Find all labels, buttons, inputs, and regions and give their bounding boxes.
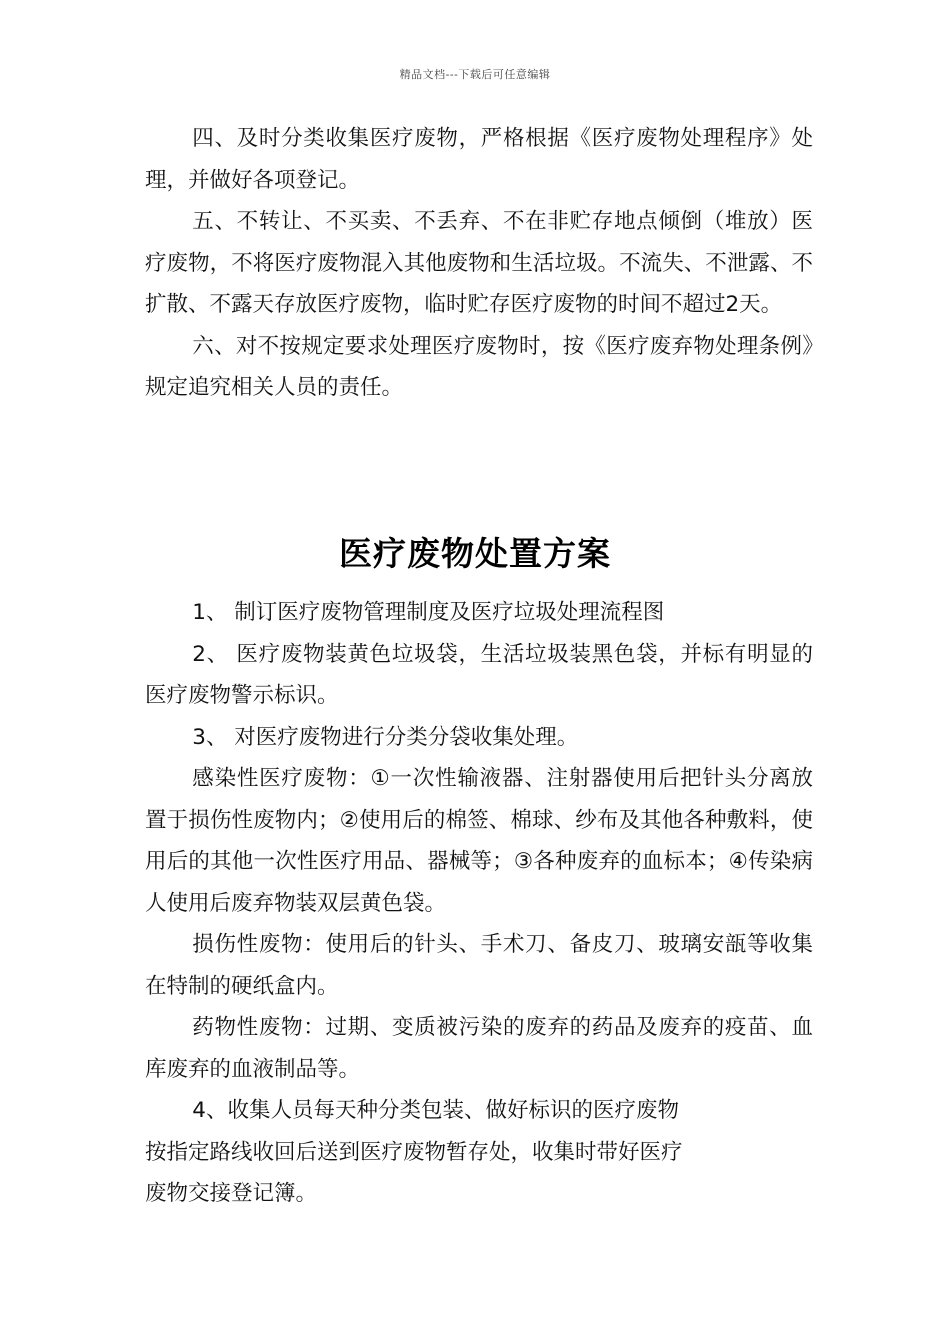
plan-item-4-line-2: 按指定路线收回后送到医疗废物暂存处，收集时带好医疗 — [145, 1139, 683, 1165]
intro-section — [145, 118, 813, 409]
sharps-waste-paragraph: 损伤性废物：使用后的针头、手术刀、备皮刀、玻璃安瓿等收集在特制的硬纸盒内。 — [145, 932, 813, 999]
infectious-waste-paragraph: 感染性医疗废物：①一次性输液器、注射器使用后把针头分离放置于损伤性废物内；②使用后的棉签、棉球、纱布及其他各种敷料，使用后的其他一次性医疗用品、器械等；③各种废弃的血标本；④传染病人使用后废弃物装双层黄色袋。 — [145, 766, 813, 916]
paragraph-item-4: 四、及时分类收集医疗废物，严格根据《医疗废物处理程序》处理，并做好各项登记。 — [145, 126, 813, 193]
plan-item-3: 3、 对医疗废物进行分类分袋收集处理。 — [192, 724, 579, 750]
plan-item-2: 2、 医疗废物装黄色垃圾袋，生活垃圾装黑色袋，并标有明显的医疗废物警示标识。 — [145, 641, 813, 708]
plan-item-4-line-3: 废物交接登记簿。 — [145, 1181, 318, 1206]
disposal-plan-section — [145, 592, 813, 1215]
plan-item-4-line-1: 4、收集人员每天种分类包装、做好标识的医疗废物 — [192, 1098, 679, 1123]
pharmaceutical-waste-paragraph: 药物性废物：过期、变质被污染的废弃的药品及废弃的疫苗、血库废弃的血液制品等。 — [145, 1015, 813, 1082]
paragraph-item-6: 六、对不按规定要求处理医疗废物时，按《医疗废弃物处理条例》规定追究相关人员的责任。 — [145, 333, 813, 400]
paragraph-item-5: 五、不转让、不买卖、不丢弃、不在非贮存地点倾倒（堆放）医疗废物，不将医疗废物混入其他废物和生活垃圾。不流失、不泄露、不扩散、不露天存放医疗废物，临时贮存医疗废物的时间不超过2天。 — [145, 209, 813, 317]
page-header: 精品文档---下载后可任意编辑 — [399, 68, 551, 81]
section-title: 医疗废物处置方案 — [339, 534, 611, 573]
plan-item-1: 1、 制订医疗废物管理制度及医疗垃圾处理流程图 — [192, 600, 665, 625]
